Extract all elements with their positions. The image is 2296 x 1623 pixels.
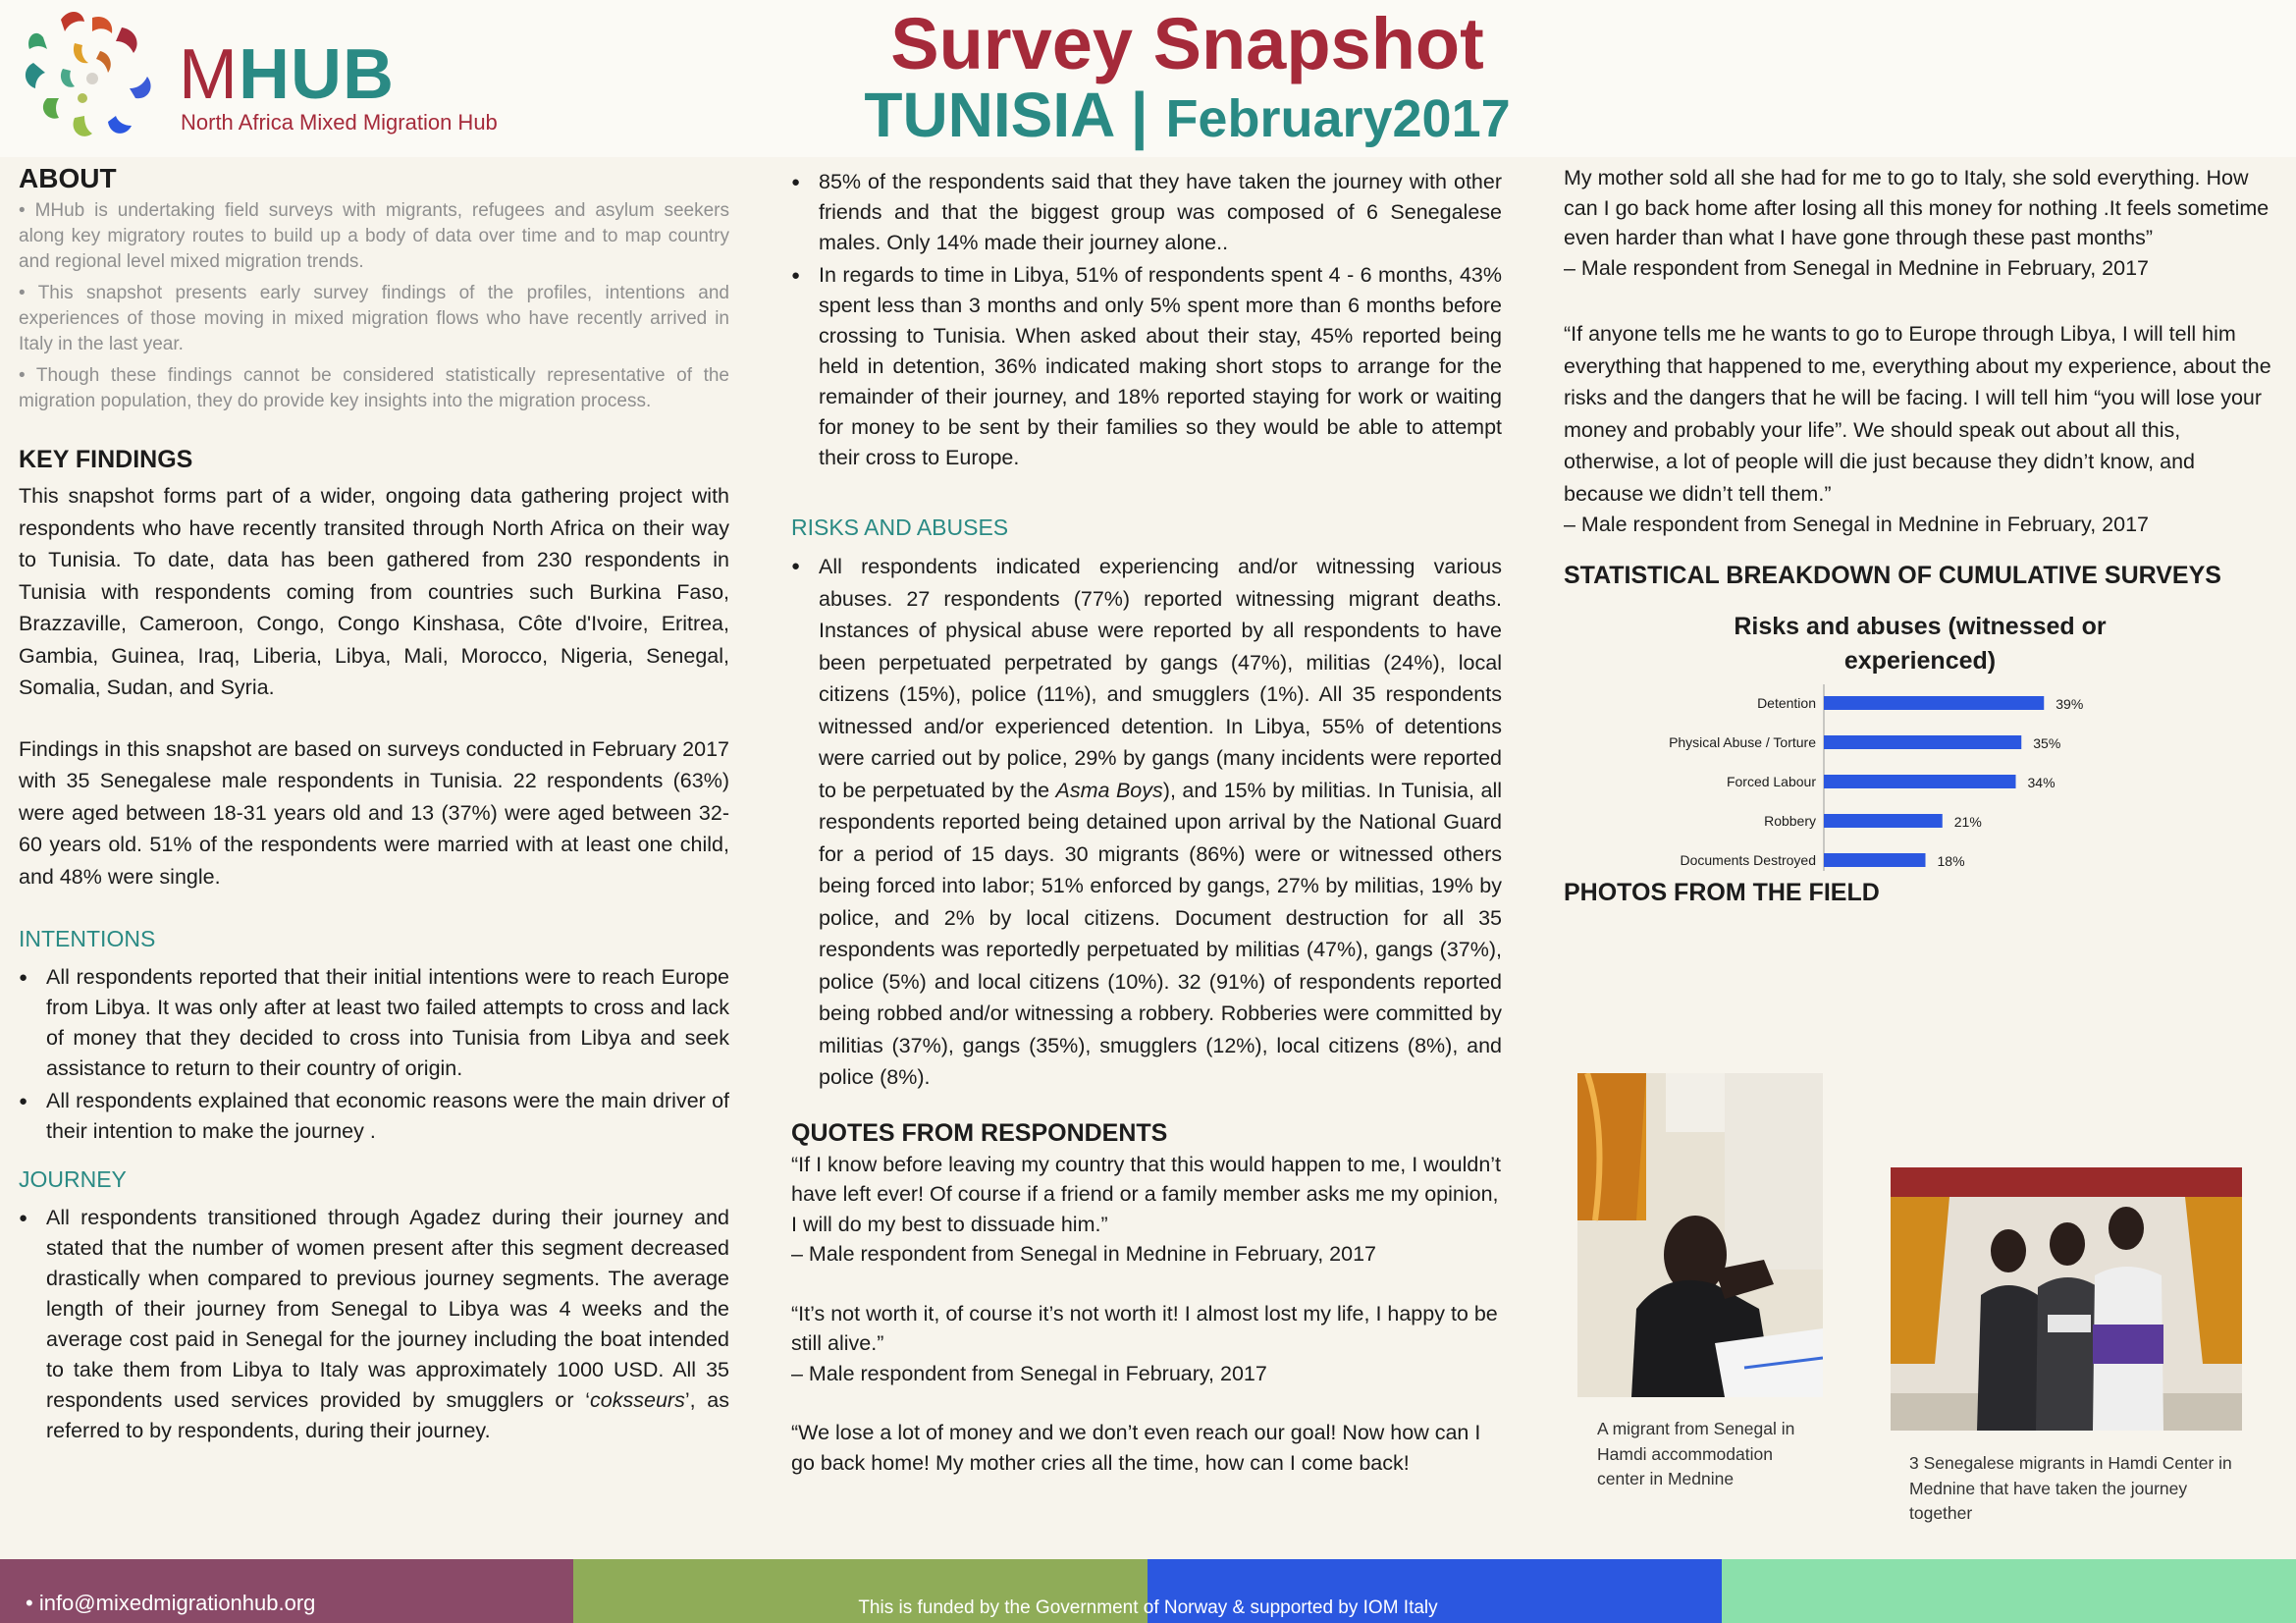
field-photo-migrant <box>1577 1073 1823 1397</box>
quote-text: “If anyone tells me he wants to go to Europe through Libya, I will tell him everything that happened to me, everything about my experience, about the risks and the dangers that he will be facing. I will tell him “you will lose your money and probably your life”. We should speak out about all this, otherwise, a lot of people will die just because they didn’t know, and because we didn’t tell them.” <box>1564 322 2271 506</box>
date-label: February2017 <box>1165 89 1511 148</box>
chart-value-label: 39% <box>2056 695 2084 712</box>
about-paragraph: • Though these findings cannot be considered statistically representative of the migration population, they do provide key insights into the migration process. <box>19 365 729 411</box>
about-heading: ABOUT <box>19 163 117 193</box>
quote-text: My mother sold all she had for me to go to Italy, she sold everything. How can I go back home after losing all this money for nothing .It feels sometime even harder than what I have gone through these past months” <box>1564 166 2269 249</box>
brand-subtitle: North Africa Mixed Migration Hub <box>181 110 498 135</box>
column-middle <box>791 157 1502 1478</box>
stats-heading: STATISTICAL BREAKDOWN OF CUMULATIVE SURVEYS <box>1564 561 2221 589</box>
funding-note: This is funded by the Government of Norway & supported by IOM Italy <box>858 1597 1438 1618</box>
column-right <box>1564 157 2276 913</box>
quote-attribution: – Male respondent from Senegal in Mednine in February, 2017 <box>1564 513 2149 536</box>
chart-bar <box>1824 853 1926 867</box>
chart-value-label: 21% <box>1953 813 1982 830</box>
quote-text: “We lose a lot of money and we don’t even reach our goal! Now how can I go back home! My mother cries all the time, how can I come back! <box>791 1421 1481 1475</box>
list-item: ● 85% of the respondents said that they have taken the journey with other friends and that the biggest group was composed of 6 Senegalese males. Only 14% made their journey alone.. <box>819 167 1502 258</box>
quotes-heading: QUOTES FROM RESPONDENTS <box>791 1118 1168 1147</box>
chart-canvas <box>1564 684 2276 871</box>
country-label: TUNISIA | <box>864 80 1166 150</box>
chart-value-label: 35% <box>2033 734 2061 751</box>
key-findings-heading: KEY FINDINGS <box>19 446 193 473</box>
chart-title: Risks and abuses (witnessed or experienced) <box>1734 612 2107 675</box>
chart-value-label: 18% <box>1937 852 1965 869</box>
chart-bar <box>1824 696 2044 710</box>
page-subtitle <box>0 81 2296 149</box>
photo-caption: A migrant from Senegal in Hamdi accommodation center in Mednine <box>1597 1419 1795 1488</box>
risks-heading: RISKS AND ABUSES <box>791 514 1009 540</box>
quote-attribution: – Male respondent from Senegal in Mednine in February, 2017 <box>791 1242 1376 1266</box>
journey-continued-list <box>791 167 1502 473</box>
key-findings-paragraph: This snapshot forms part of a wider, ongoing data gathering project with respondents who have recently transited through North Africa on their way to Tunisia. To date, data has been gathered from 230 respondents in Tunisia with respondents coming from countries such Burkina Faso, Brazzaville, Cameroon, Congo, Congo Kinshasa, Côte d'Ivoire, Eritrea, Gambia, Guinea, Iraq, Liberia, Libya, Mali, Morocco, Nigeria, Senegal, Somalia, Sudan, and Syria. <box>19 484 729 699</box>
chart-bar <box>1824 735 2021 749</box>
intentions-heading: INTENTIONS <box>19 926 156 951</box>
chart-bar <box>1824 814 1943 828</box>
risks-list <box>791 551 1502 1094</box>
quote-text: “It’s not worth it, of course it’s not worth it! I almost lost my life, I happy to be still alive.” <box>791 1301 1498 1355</box>
journey-heading: JOURNEY <box>19 1166 127 1192</box>
chart-value-label: 34% <box>2027 774 2056 790</box>
photo-caption: 3 Senegalese migrants in Hamdi Center in Mednine that have taken the journey together <box>1909 1453 2232 1523</box>
quote-attribution: – Male respondent from Senegal in February, 2017 <box>791 1361 1267 1385</box>
intentions-list <box>19 962 729 1147</box>
chart-category-label: Forced Labour <box>1726 773 1816 789</box>
photos-heading: PHOTOS FROM THE FIELD <box>1564 878 1880 906</box>
list-item: ● All respondents indicated experiencing and/or witnessing various abuses. 27 respondents (77%) reported witnessing migrant deaths. Instances of physical abuse were reported by all respondents to have been perpetuated perpetrated by gangs (47%), militias (24%), local citizens (15%), police (11%), and smugglers (1%). All 35 respondents witnessed and/or experienced detention. In Libya, 55% of detentions were carried out by police, 29% by gangs (many incidents were reported to be perpetuated by the Asma Boys), and 15% by militias. In Tunisia, all respondents reported being detained upon arrival by the National Guard for a period of 15 days. 30 migrants (86%) were or witnessed others being forced into labor; 51% enforced by gangs, 27% by militias, 19% by police, and 2% by local citizens. Document destruction for all 35 respondents was reportedly perpetuated by militias (47%), gangs (37%), police (5%) and local citizens (10%). 32 (91%) of respondents reported being robbed and/or witnessing a robbery. Robberies were committed by militias (37%), gangs (35%), smugglers (12%), local citizens (8%), and police (8%). <box>819 551 1502 1094</box>
risks-bar-chart <box>1564 684 2276 871</box>
list-item: ● All respondents reported that their initial intentions were to reach Europe from Libya. It was only after at least two failed attempts to cross and lack of money that they decided to cross into Tunisia from Libya and seek assistance to return to their country of origin. <box>46 962 729 1084</box>
chart-bar <box>1824 775 2016 788</box>
about-section <box>19 198 729 414</box>
quote-text: “If I know before leaving my country that this would happen to me, I wouldn’t have left ever! Of course if a friend or a family member asks me my opinion, I will do my best to dissuade him.” <box>791 1152 1502 1236</box>
key-findings-paragraph: Findings in this snapshot are based on surveys conducted in February 2017 with 35 Senegalese male respondents in Tunisia. 22 respondents (63%) were aged between 18-31 years old and 13 (37%) were aged between 32-60 years old. 51% of the respondents were married with at least one child, and 48% were single. <box>19 736 729 889</box>
quote-attribution: – Male respondent from Senegal in Mednine in February, 2017 <box>1564 255 2149 280</box>
list-item: ● All respondents transitioned through Agadez during their journey and stated that the number of women present after this segment decreased drastically when compared to previous journey segments. The average length of their journey from Senegal to Libya was 4 weeks and the average cost paid in Senegal for the journey including the boat intended to take them from Libya to Italy was approximately 1000 USD. All 35 respondents used services provided by smugglers or ‘coksseurs’, as referred to by respondents, during their journey. <box>46 1203 729 1446</box>
journey-list <box>19 1203 729 1446</box>
contact-email-link[interactable]: • info@mixedmigrationhub.org <box>26 1591 316 1615</box>
brand-name: MHUB <box>179 35 395 114</box>
list-item: ● In regards to time in Libya, 51% of respondents spent 4 - 6 months, 43% spent less than 3 months and only 5% spent more than 6 months before crossing to Tunisia. When asked about their stay, 45% reported being held in detention, 36% indicated making short stops to arrange for the remainder of their journey, and 18% reported staying for work or waiting for money to be sent by their families so they would be able to attempt their cross to Europe. <box>819 260 1502 473</box>
column-left <box>19 157 729 1448</box>
chart-category-label: Detention <box>1757 694 1816 711</box>
list-item: ● All respondents explained that economic reasons were the main driver of their intention to make the journey . <box>46 1086 729 1147</box>
page-title: Survey Snapshot <box>890 3 1484 84</box>
about-paragraph: • MHub is undertaking field surveys with migrants, refugees and asylum seekers along key migratory routes to build up a body of data over time and to map country and regional level mixed migration trends. <box>19 200 729 272</box>
chart-category-label: Physical Abuse / Torture <box>1669 733 1816 750</box>
field-photo-group <box>1891 1167 2242 1431</box>
chart-category-label: Documents Destroyed <box>1680 851 1816 868</box>
about-paragraph: • This snapshot presents early survey findings of the profiles, intentions and experiences of those moving in mixed migration flows who have recently arrived in Italy in the last year. <box>19 283 729 354</box>
chart-category-label: Robbery <box>1764 812 1816 829</box>
